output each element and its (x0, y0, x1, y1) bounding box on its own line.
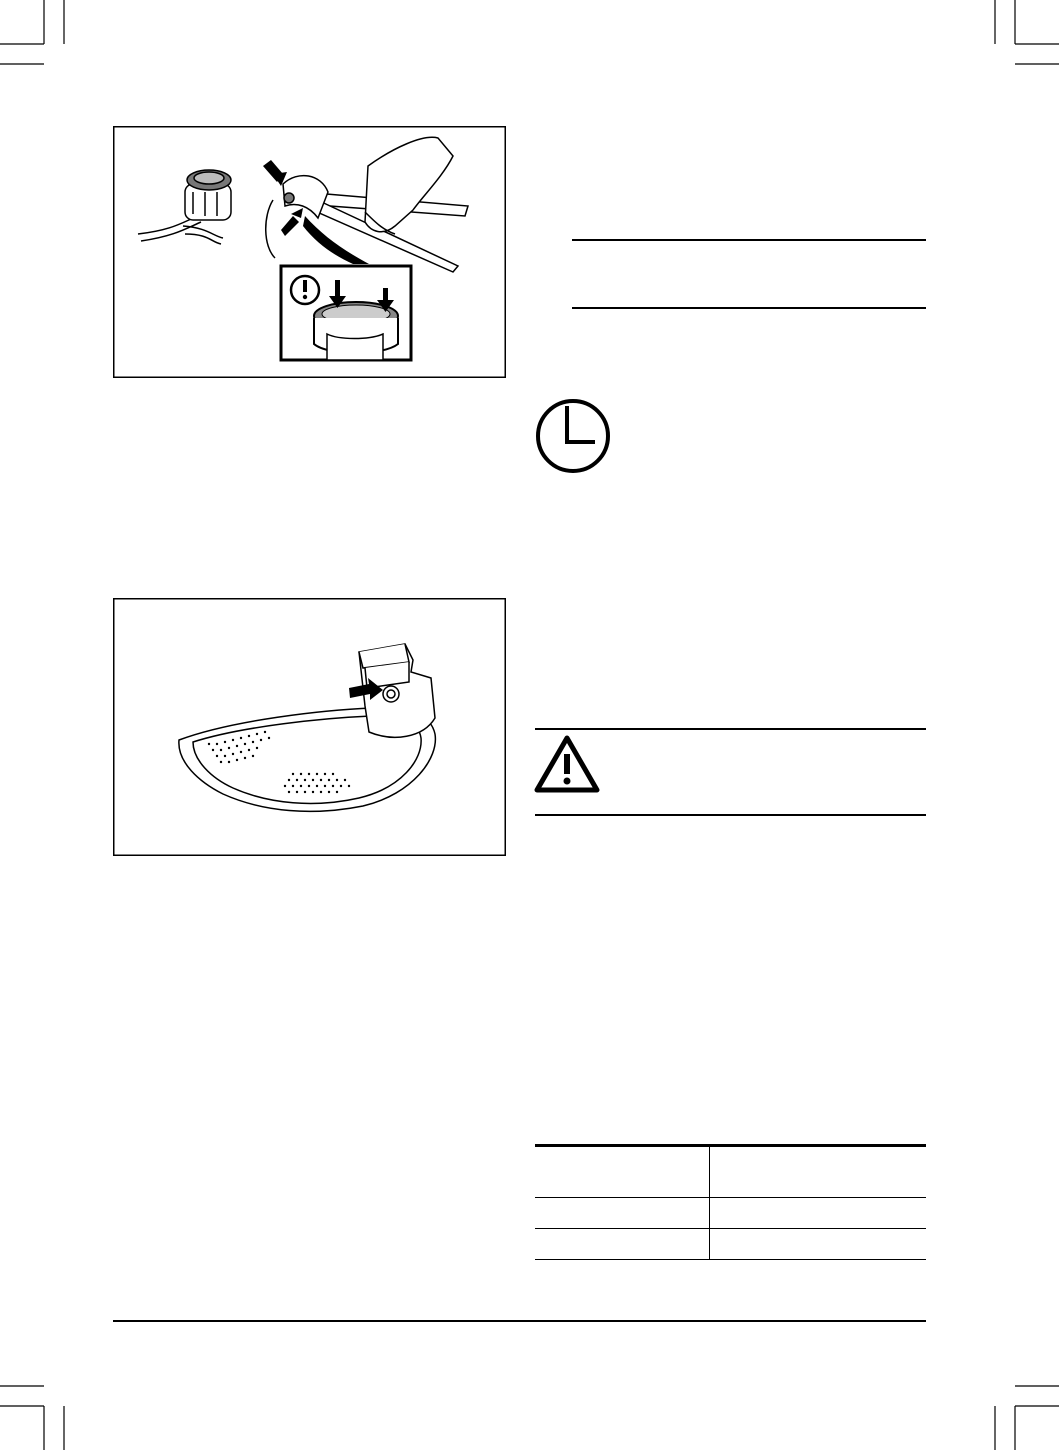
figure-connector-pliers (113, 126, 506, 378)
table-header-row (535, 1146, 926, 1198)
table-cell (535, 1229, 710, 1260)
rule-top (572, 239, 926, 241)
warning-rule-top (535, 728, 926, 730)
table-row (535, 1198, 926, 1229)
spec-table (535, 1144, 926, 1260)
warning-rule-bottom (535, 814, 926, 816)
warning-triangle-icon (533, 734, 601, 794)
table-row (535, 1229, 926, 1260)
table-cell (710, 1198, 927, 1229)
figure-charging-station (113, 598, 506, 856)
clock-icon (533, 396, 613, 476)
table-cell (535, 1198, 710, 1229)
rule-bottom (572, 307, 926, 309)
inset-detail (281, 266, 411, 360)
footer-rule (113, 1320, 926, 1322)
table-cell (710, 1229, 927, 1260)
table-header-cell (710, 1146, 927, 1198)
table-header-cell (535, 1146, 710, 1198)
